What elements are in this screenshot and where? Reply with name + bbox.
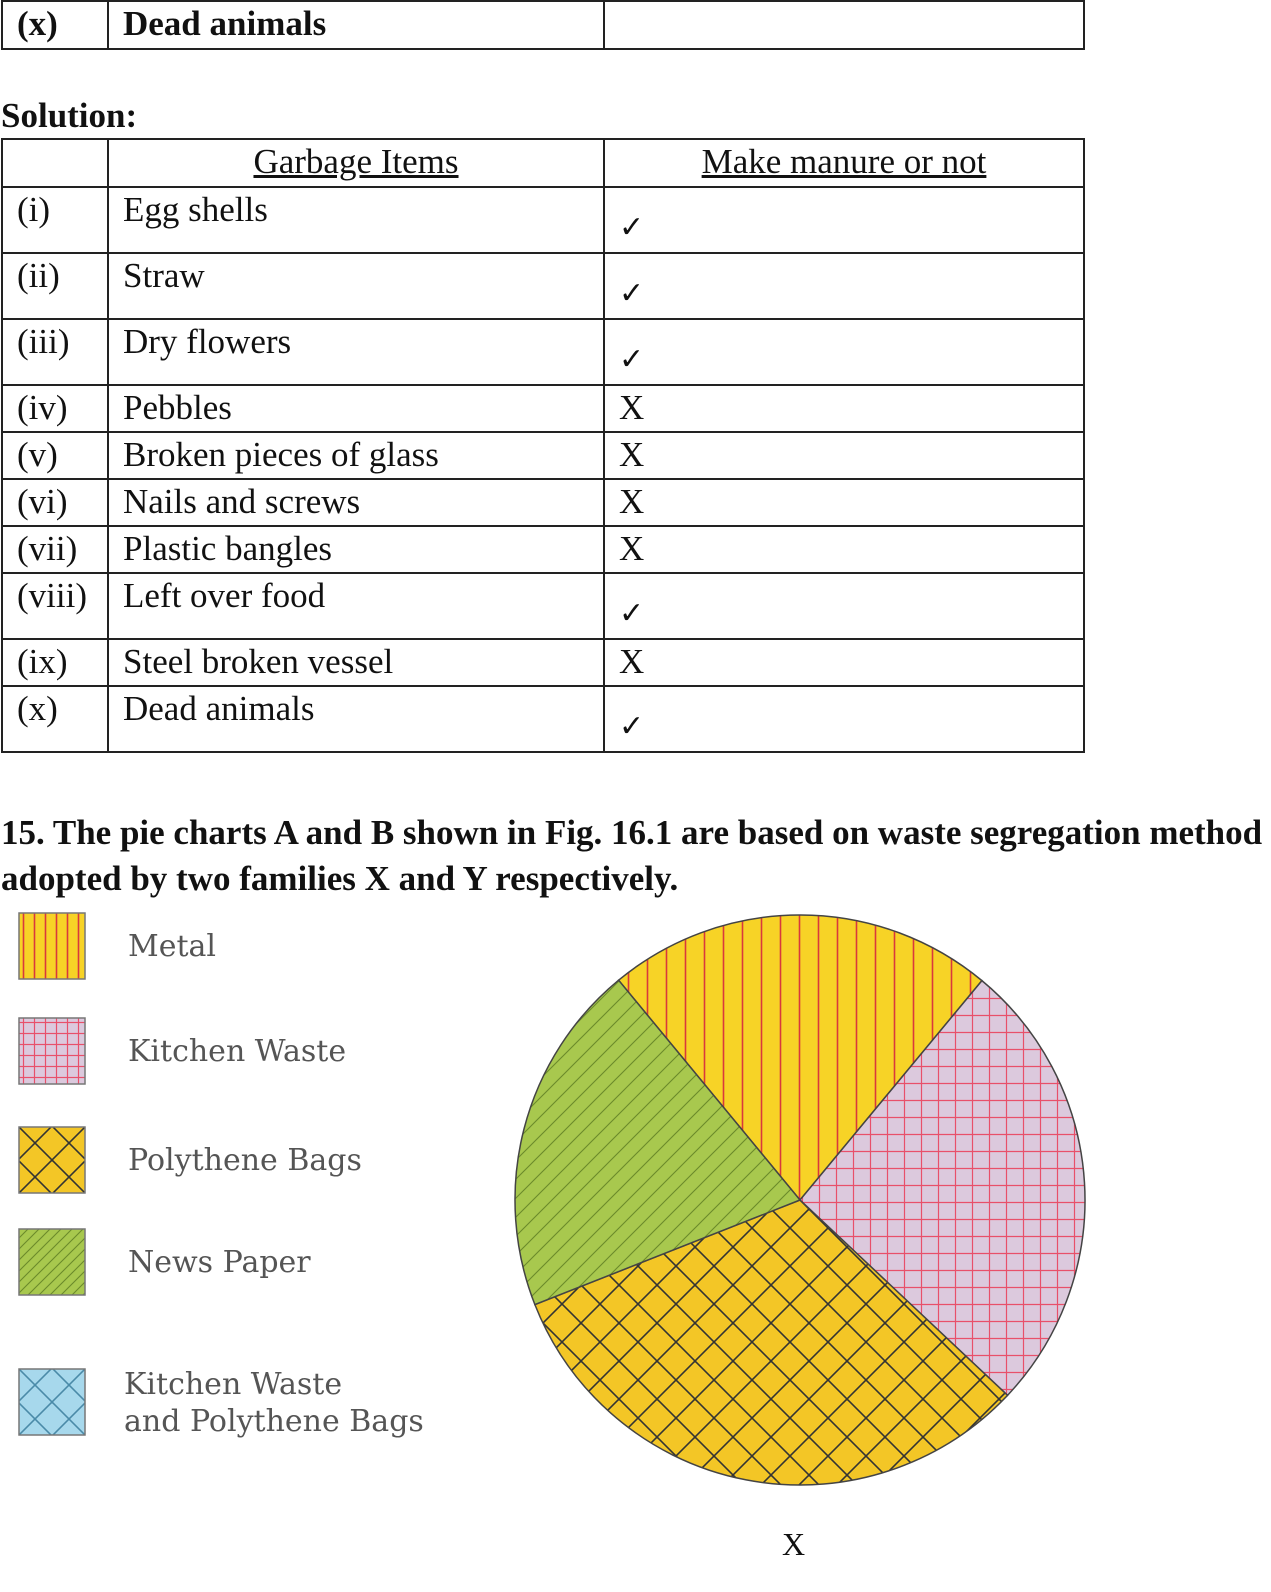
row-mark-cell [604, 432, 1084, 479]
tick-mark: ✓ [619, 710, 645, 743]
header-garbage-items: Garbage Items [108, 139, 604, 187]
row-number: (v) [2, 432, 108, 479]
row-number: (viii) [2, 573, 108, 639]
legend-label [124, 1366, 424, 1440]
row-number: (iii) [2, 319, 108, 385]
tick-mark: ✓ [619, 211, 645, 244]
legend-label: Metal [128, 929, 217, 964]
top-table [1, 0, 1085, 50]
table-row [2, 187, 1084, 253]
row-mark-cell [604, 319, 1084, 385]
row-mark-cell [604, 253, 1084, 319]
table-row [2, 432, 1084, 479]
legend-swatch [18, 1368, 86, 1436]
cross-mark: X [619, 482, 645, 521]
row-mark-cell [604, 573, 1084, 639]
legend-swatch [18, 912, 86, 980]
table-row [2, 253, 1084, 319]
tick-mark: ✓ [619, 343, 645, 376]
table-row [2, 385, 1084, 432]
cross-mark: X [619, 435, 645, 474]
legend-swatch [18, 1017, 86, 1085]
table-row [2, 686, 1084, 752]
row-number: (iv) [2, 385, 108, 432]
row-mark-cell [604, 187, 1084, 253]
row-mark-cell [604, 479, 1084, 526]
pie-caption: X [782, 1526, 806, 1562]
row-mark-cell [604, 639, 1084, 686]
row-number: (ii) [2, 253, 108, 319]
solution-heading: Solution: [1, 96, 138, 135]
row-number: (vi) [2, 479, 108, 526]
table-row [2, 526, 1084, 573]
table-row [2, 479, 1084, 526]
table-row [2, 573, 1084, 639]
row-number: (vii) [2, 526, 108, 573]
solution-table [1, 138, 1085, 753]
row-item: Nails and screws [108, 479, 604, 526]
legend-label: Kitchen Waste [128, 1034, 347, 1069]
row-item: Pebbles [108, 385, 604, 432]
row-answer [604, 1, 1084, 49]
row-mark-cell [604, 686, 1084, 752]
row-item: Egg shells [108, 187, 604, 253]
row-item: Steel broken vessel [108, 639, 604, 686]
row-item: Dead animals [108, 686, 604, 752]
cross-mark: X [619, 529, 645, 568]
cross-mark: X [619, 388, 645, 427]
tick-mark: ✓ [619, 277, 645, 310]
legend-label: News Paper [128, 1245, 311, 1280]
question-text: 15. The pie charts A and B shown in Fig. 16.1 are based on waste segregation method adopted by two families X and Y respectively. [1, 813, 1263, 898]
row-number: (x) [2, 686, 108, 752]
legend-label-line: and Polythene Bags [124, 1404, 424, 1439]
header-number [2, 139, 108, 187]
table-header-row [2, 139, 1084, 187]
pie-chart [505, 905, 1095, 1495]
header-make-manure: Make manure or not [604, 139, 1084, 187]
legend-label: Polythene Bags [128, 1143, 362, 1178]
table-row [2, 639, 1084, 686]
row-number: (ix) [2, 639, 108, 686]
row-mark-cell [604, 385, 1084, 432]
row-item: Dead animals [108, 1, 604, 49]
row-item: Straw [108, 253, 604, 319]
legend-swatch [18, 1228, 86, 1296]
row-mark-cell [604, 526, 1084, 573]
row-item: Broken pieces of glass [108, 432, 604, 479]
row-item: Left over food [108, 573, 604, 639]
row-item: Plastic bangles [108, 526, 604, 573]
tick-mark: ✓ [619, 597, 645, 630]
legend-label-line: Kitchen Waste [124, 1367, 343, 1402]
row-number: (i) [2, 187, 108, 253]
row-item: Dry flowers [108, 319, 604, 385]
legend-swatch [18, 1126, 86, 1194]
table-row [2, 1, 1084, 49]
cross-mark: X [619, 642, 645, 681]
row-number: (x) [2, 1, 108, 49]
table-row [2, 319, 1084, 385]
